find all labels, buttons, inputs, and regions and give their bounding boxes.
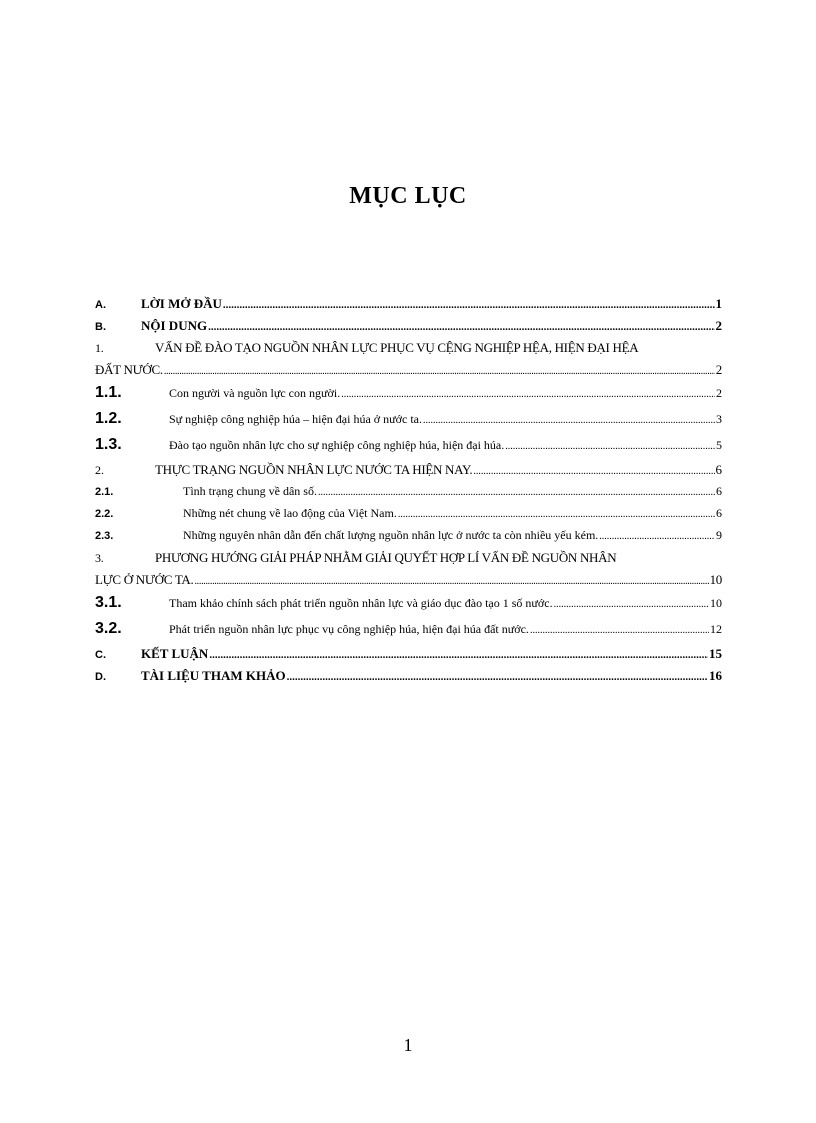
toc-entry-c[interactable]: [95, 646, 722, 668]
toc-page: 16: [709, 668, 722, 683]
toc-entry-a[interactable]: [95, 296, 722, 318]
dot-leader: [164, 366, 715, 377]
toc-number: B.: [95, 321, 106, 333]
toc-entry-b[interactable]: [95, 318, 722, 340]
dot-leader: [530, 625, 709, 636]
dot-leader: [423, 415, 715, 426]
table-of-contents: [95, 296, 722, 690]
toc-number: 1.3.: [95, 436, 122, 453]
toc-page: 9: [716, 528, 722, 542]
toc-title-continued: ĐẤT NƯỚC.: [95, 362, 163, 377]
toc-title: Sự nghiệp công nghiệp húa – hiện đại húa ở nước ta.: [169, 412, 422, 426]
toc-number: 2.: [95, 463, 104, 477]
toc-title-continued: LỰC Ở NƯỚC TA.: [95, 572, 194, 587]
toc-title: Con người và nguồn lực con người.: [169, 386, 341, 400]
dot-leader: [505, 441, 715, 452]
toc-page: 2: [715, 362, 722, 377]
toc-number: C.: [95, 649, 106, 661]
dot-leader: [194, 576, 708, 587]
toc-page: 12: [710, 622, 722, 636]
dot-leader: [341, 389, 715, 400]
toc-title: LỜI MỞ ĐẦU: [141, 296, 222, 311]
dot-leader: [208, 321, 714, 333]
toc-page: 2: [716, 386, 722, 400]
toc-entry-2-3[interactable]: [95, 528, 722, 550]
toc-number: A.: [95, 299, 106, 311]
toc-page: 10: [710, 596, 722, 610]
toc-entry-2-1[interactable]: [95, 484, 722, 506]
toc-title: TÀI LIỆU THAM KHẢO: [141, 668, 286, 683]
toc-entry-1-1[interactable]: [95, 384, 722, 410]
toc-number: 1.2.: [95, 410, 122, 427]
toc-number: 3.: [95, 551, 104, 565]
page-title: MỤC LỤC: [349, 183, 467, 209]
page-number: 1: [403, 1035, 413, 1055]
toc-page: 2: [715, 318, 722, 333]
toc-page: 15: [709, 646, 722, 661]
toc-title: KẾT LUẬN: [141, 646, 209, 661]
dot-leader: [223, 299, 715, 311]
toc-page: 1: [715, 296, 722, 311]
dot-leader: [287, 671, 708, 683]
toc-title: Những nét chung về lao động của Việt Nam.: [183, 506, 397, 520]
toc-number: 2.2.: [95, 508, 114, 520]
dot-leader: [398, 509, 715, 520]
toc-page: 6: [716, 506, 722, 520]
toc-number: D.: [95, 671, 106, 683]
toc-title: THỰC TRẠNG NGUỒN NHÂN LỰC NƯỚC TA HIỆN NAY.: [155, 462, 473, 477]
toc-entry-1-3[interactable]: [95, 436, 722, 462]
toc-entry-3[interactable]: [95, 550, 722, 594]
toc-title: PHƯƠNG HƯỚNG GIẢI PHÁP NHẰM GIẢI QUYẾT HỢP LÍ VẤN ĐỀ NGUỒN NHÂN: [155, 550, 617, 565]
toc-entry-3-1[interactable]: [95, 594, 722, 620]
toc-entry-1-2[interactable]: [95, 410, 722, 436]
dot-leader: [318, 487, 715, 498]
toc-page: 3: [716, 412, 722, 426]
dot-leader: [473, 466, 714, 477]
toc-page: 5: [716, 438, 722, 452]
toc-title: VẤN ĐỀ ĐÀO TẠO NGUỒN NHÂN LỰC PHỤC VỤ CỆNG NGHIỆP HỆA, HIỆN ĐẠI HỆA: [155, 340, 639, 355]
toc-entry-2-2[interactable]: [95, 506, 722, 528]
toc-number: 3.1.: [95, 594, 122, 611]
toc-number: 2.1.: [95, 486, 114, 498]
toc-number: 2.3.: [95, 530, 114, 542]
toc-title: Phát triển nguồn nhân lực phục vụ công nghiệp húa, hiện đại húa đất nước.: [169, 622, 529, 636]
toc-page: 6: [716, 484, 722, 498]
toc-page: 6: [715, 462, 722, 477]
toc-entry-d[interactable]: [95, 668, 722, 690]
toc-title: Tình trạng chung về dân số.: [183, 484, 317, 498]
toc-title: Những nguyên nhân dẫn đến chất lượng nguồn nhân lực ở nước ta còn nhiều yếu kém.: [183, 528, 599, 542]
toc-page: 10: [709, 572, 722, 587]
toc-title: NỘI DUNG: [141, 318, 208, 333]
dot-leader: [209, 649, 708, 661]
toc-title: Đào tạo nguồn nhân lực cho sự nghiệp công nghiệp húa, hiện đại húa.: [169, 438, 505, 452]
dot-leader: [599, 531, 715, 542]
dot-leader: [554, 599, 709, 610]
toc-title: Tham khảo chính sách phát triển nguồn nhân lực và giáo dục đào tạo 1 số nước.: [169, 596, 553, 610]
toc-number: 1.: [95, 341, 104, 355]
toc-number: 1.1.: [95, 384, 122, 401]
toc-number: 3.2.: [95, 620, 122, 637]
toc-entry-1[interactable]: [95, 340, 722, 384]
toc-entry-2[interactable]: [95, 462, 722, 484]
toc-entry-3-2[interactable]: [95, 620, 722, 646]
